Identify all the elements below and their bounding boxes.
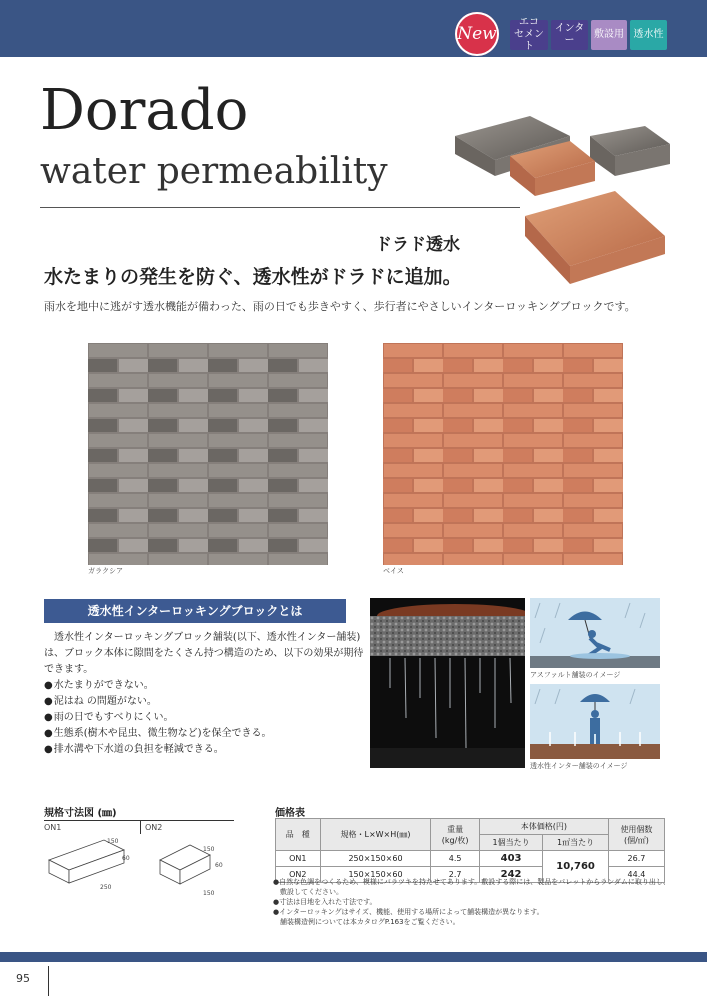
dimensions-separator xyxy=(140,820,141,834)
about-point: ● 泥はね の問題がない。 xyxy=(44,694,364,710)
on1-length: 250 xyxy=(100,884,112,891)
on2-height: 60 xyxy=(215,862,223,869)
col-weight: 重量 (kg/枚) xyxy=(431,819,479,851)
cell-spec: 150×150×60 xyxy=(320,867,431,883)
cell-weight: 2.7 xyxy=(431,867,479,883)
on1-width: 150 xyxy=(107,838,119,845)
asphalt-caption: アスファルト舗装のイメージ xyxy=(530,671,621,679)
product-subtitle: water permeability xyxy=(40,151,388,192)
permeable-caption: 透水性インター舗装のイメージ xyxy=(530,762,628,770)
col-per-piece: 1個当たり xyxy=(479,835,542,851)
on2-length: 150 xyxy=(203,890,215,897)
about-point: ● 排水溝や下水道の負担を軽減できる。 xyxy=(44,742,364,758)
note-line: ●寸法は目地を入れた寸法です。 xyxy=(273,898,377,906)
asphalt-illustration xyxy=(530,598,660,668)
on2-width: 150 xyxy=(203,846,215,853)
about-heading: 透水性インターロッキングブロックとは xyxy=(44,599,346,623)
tag-permeable: 透水性 xyxy=(630,20,667,50)
on1-height: 60 xyxy=(122,855,130,862)
tag-eco-cement: エコ セメント xyxy=(510,20,548,50)
cell-spec: 250×150×60 xyxy=(320,851,431,867)
on1-block-drawing xyxy=(44,835,139,895)
col-per-m2: 1㎡当たり xyxy=(543,835,609,851)
cell-per-m2: 10,760 xyxy=(543,851,609,883)
headline: 水たまりの発生を防ぐ、透水性がドラドに追加。 xyxy=(44,266,462,288)
note-line: ●自然な色調をつくるため、模様にバラツキを持たせてあります。敷設する際には、製品をパレットからランダムに取り出し、 xyxy=(273,878,670,886)
about-point: ● 雨の日でもすべりにくい。 xyxy=(44,710,364,726)
about-body xyxy=(44,630,364,758)
cell-item: ON2 xyxy=(276,867,321,883)
page-number: 95 xyxy=(16,972,30,985)
about-point: ● 水たまりができない。 xyxy=(44,678,364,694)
tag-laying: 敷設用 xyxy=(591,20,627,50)
product-blocks-photo xyxy=(445,96,675,286)
tag-inter: インター xyxy=(551,20,588,50)
note-line: 敷設してください。 xyxy=(273,888,343,896)
cell-qty: 44.4 xyxy=(608,867,664,883)
cell-per-piece: 242 xyxy=(479,867,542,883)
footer-band xyxy=(0,952,707,962)
cell-weight: 4.5 xyxy=(431,851,479,867)
product-name-jp: ドラド透水 xyxy=(375,235,460,255)
on1-label: ON1 xyxy=(44,823,62,832)
page-number-divider xyxy=(48,966,49,996)
swatch-base xyxy=(383,343,623,565)
col-price: 本体価格(円) xyxy=(479,819,608,835)
col-item: 品 種 xyxy=(276,819,321,851)
notes xyxy=(273,877,693,927)
price-table xyxy=(275,818,665,883)
swatch-caption-base: ベイス xyxy=(383,567,404,575)
swatch-caption-galaxia: ガラクシア xyxy=(88,567,123,575)
product-title: Dorado xyxy=(40,78,249,143)
swatch-galaxia xyxy=(88,343,328,565)
dimensions-heading: 規格寸法図 (㎜) xyxy=(44,808,117,819)
on2-label: ON2 xyxy=(145,823,163,832)
permeable-illustration xyxy=(530,684,660,759)
new-badge: New xyxy=(455,12,499,56)
cell-per-piece: 403 xyxy=(479,851,542,867)
col-qty: 使用個数 (個/㎡) xyxy=(608,819,664,851)
note-line: ●インターロッキングはサイズ、機能、使用する場所によって舗装構造が異なります。 xyxy=(273,908,544,916)
table-row xyxy=(276,851,665,867)
note-line: 舗装構造例については本カタログP.163をご覧ください。 xyxy=(273,918,460,926)
dimensions-divider xyxy=(44,820,234,821)
cell-qty: 26.7 xyxy=(608,851,664,867)
water-permeation-photo xyxy=(370,598,525,768)
col-spec: 規格・L×W×H(㎜) xyxy=(320,819,431,851)
price-heading: 価格表 xyxy=(275,808,305,819)
about-points xyxy=(44,678,364,758)
cell-item: ON1 xyxy=(276,851,321,867)
about-intro: 透水性インターロッキングブロック舗装(以下、透水性インター舗装)は、ブロック本体に隙間をたくさん持つ構造のため、以下の効果が期待できます。 xyxy=(44,632,364,675)
about-point: ● 生態系(樹木や昆虫、微生物など)を保全できる。 xyxy=(44,726,364,742)
lead-text: 雨水を地中に逃がす透水機能が備わった、雨の日でも歩きやすく、歩行者にやさしいインターロッキングブロックです。 xyxy=(44,300,636,313)
